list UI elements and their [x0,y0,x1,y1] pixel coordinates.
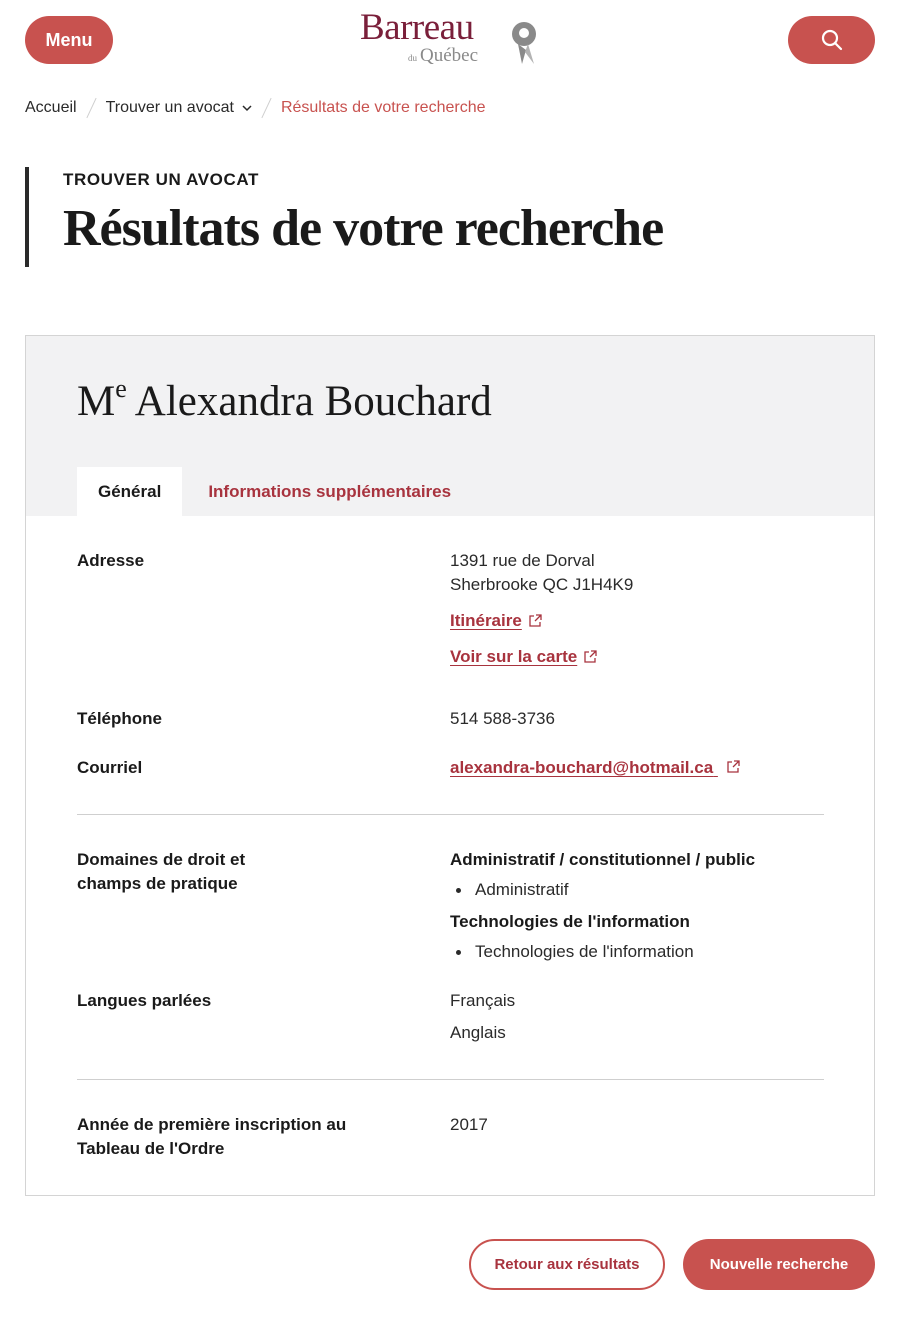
domain-heading: Administratif / constitutionnel / public [450,850,756,869]
lawyer-full-name: Alexandra Bouchard [134,378,492,425]
site-header [0,0,901,80]
breadcrumb [25,96,485,120]
logo-quebec: Québec [420,45,479,66]
domains-value [450,848,755,964]
domain-heading: Technologies de l'information [450,912,690,931]
map-link-text: Voir sur la carte [450,647,578,666]
phone-label: Téléphone [77,709,163,728]
language-item: Français [450,991,516,1010]
lawyer-tabs [77,467,472,516]
email-link[interactable] [450,758,740,777]
logo-du: du [408,53,417,63]
back-to-results-button[interactable]: Retour aux résultats [469,1239,665,1290]
breadcrumb-current: Résultats de votre recherche [280,99,486,116]
search-button[interactable] [788,16,875,64]
bullet-icon [456,950,461,955]
breadcrumb-home[interactable]: Accueil [25,99,77,116]
address-label: Adresse [77,551,145,570]
domains-label-line-2: champs de pratique [77,874,238,893]
logo-subtitle [408,45,478,69]
breadcrumb-separator [86,98,96,118]
logo-mark-icon [508,20,542,66]
external-link-icon [583,650,597,664]
domain-item [450,940,755,964]
email-value [450,756,740,780]
year-label [77,1113,346,1161]
itinerary-link-text: Itinéraire [450,611,522,630]
lawyer-title-prefix: M [77,378,116,425]
breadcrumb-separator [261,98,271,118]
page-eyebrow: TROUVER UN AVOCAT [63,170,259,189]
year-value: 2017 [450,1115,488,1134]
chevron-down-icon[interactable] [242,104,252,112]
itinerary-link[interactable] [450,609,542,633]
bullet-icon [456,888,461,893]
phone-value[interactable]: 514 588-3736 [450,709,555,728]
logo-title: Barreau [360,7,474,48]
languages-label: Langues parlées [77,991,212,1010]
lawyer-card [25,335,875,1196]
section-divider [77,814,824,815]
section-divider [77,1079,824,1080]
email-label: Courriel [77,758,143,777]
external-link-icon [528,614,542,628]
languages-value [450,989,515,1045]
new-search-button[interactable]: Nouvelle recherche [683,1239,875,1290]
tab-additional-info[interactable]: Informations supplémentaires [208,481,452,501]
search-icon [821,29,843,51]
page-title: Résultats de votre recherche [63,200,664,257]
language-item: Anglais [450,1023,506,1042]
lawyer-title-sup: e [115,374,127,403]
external-link-icon [726,760,740,774]
address-value [450,549,633,669]
lawyer-card-header [26,336,874,516]
address-line-1: 1391 rue de Dorval [450,551,595,570]
barreau-logo[interactable] [360,8,545,70]
year-label-line-2: Tableau de l'Ordre [77,1139,225,1158]
domains-label [77,848,245,896]
domains-label-line-1: Domaines de droit et [77,850,246,869]
tab-general[interactable]: Général [77,467,182,516]
address-line-2: Sherbrooke QC J1H4K9 [450,575,634,594]
email-link-text: alexandra-bouchard@hotmail.ca [450,758,714,777]
page-title-block [25,167,663,267]
menu-button[interactable]: Menu [25,16,113,64]
year-label-line-1: Année de première inscription au [77,1115,347,1134]
breadcrumb-find-lawyer[interactable]: Trouver un avocat [105,99,234,116]
domain-item-text: Technologies de l'information [475,942,694,961]
domain-item [450,878,755,902]
domain-item-text: Administratif [475,880,569,899]
lawyer-name [77,374,492,426]
map-link[interactable] [450,645,597,669]
